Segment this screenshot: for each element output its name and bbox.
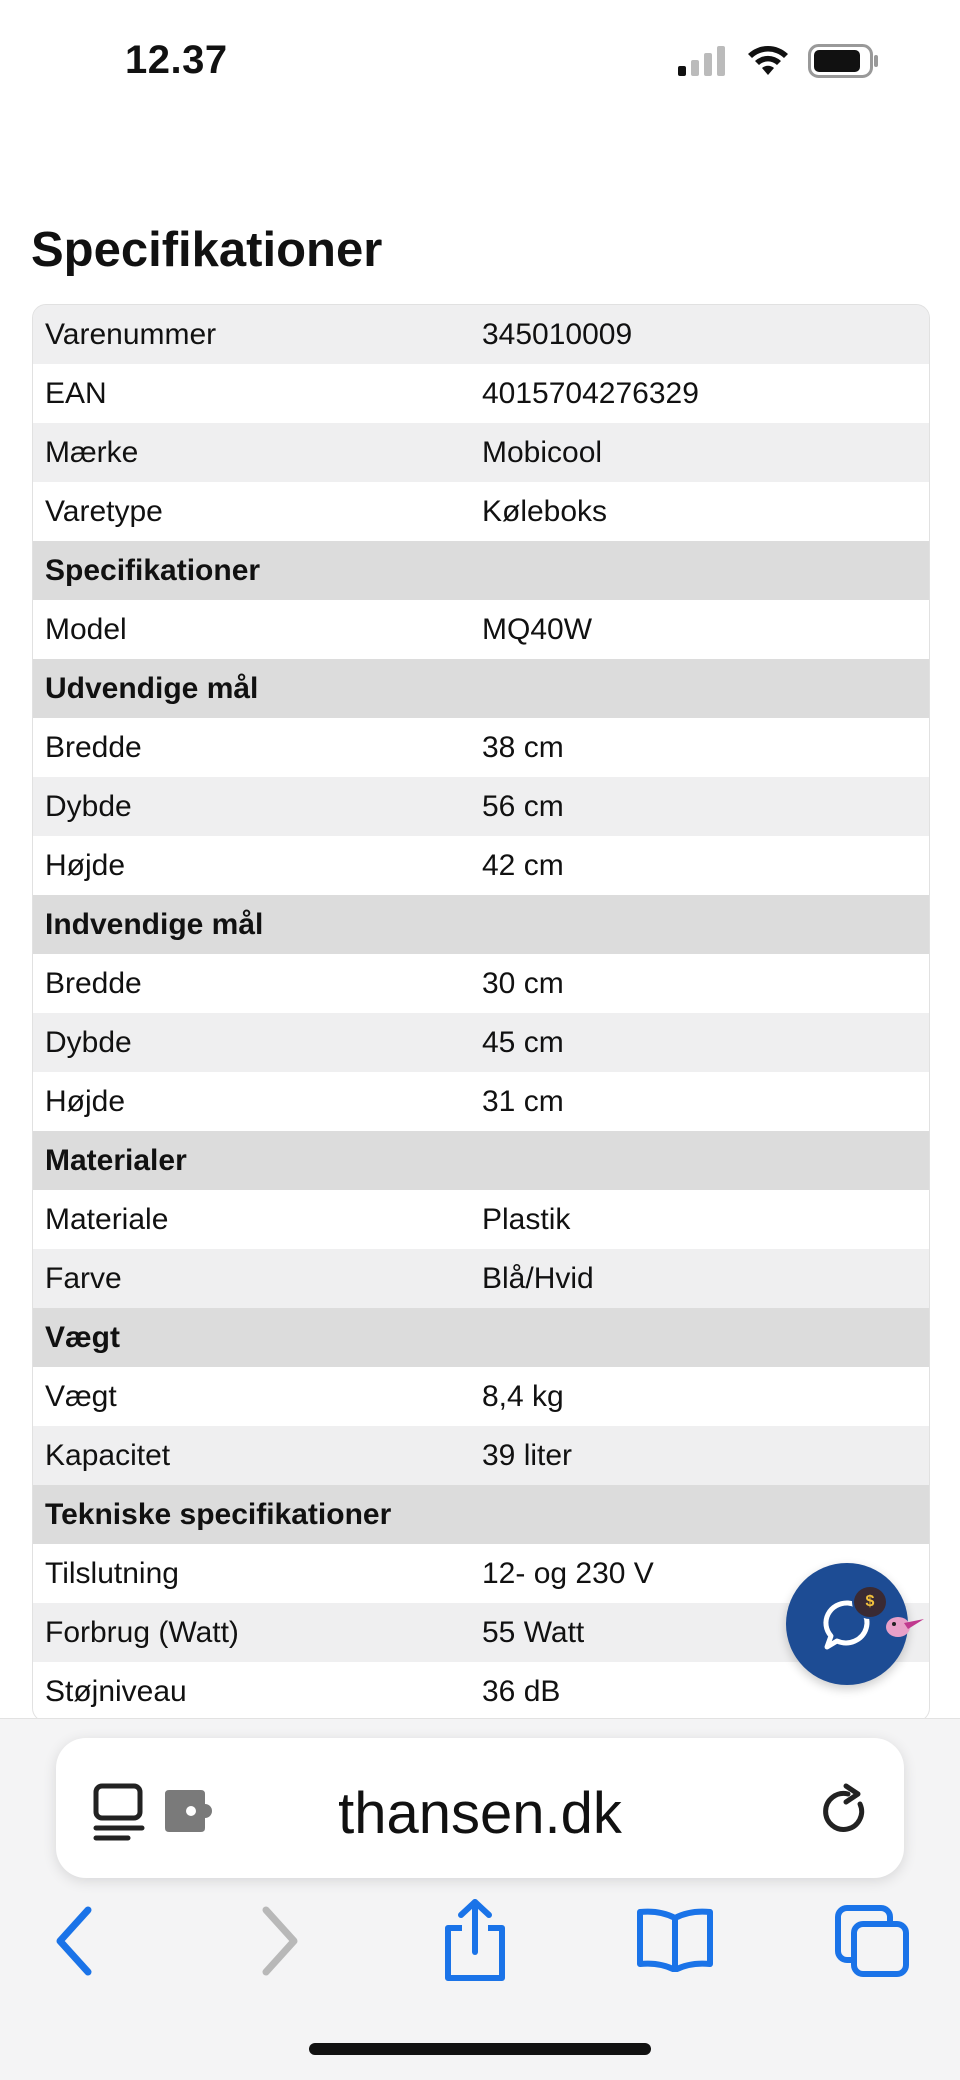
spec-key: Mærke xyxy=(45,435,139,469)
spec-key: Tilslutning xyxy=(45,1556,179,1590)
spec-key: Dybde xyxy=(45,1025,132,1059)
spec-value: 30 cm xyxy=(482,966,564,1000)
spec-table xyxy=(32,304,930,1722)
spec-key: Forbrug (Watt) xyxy=(45,1615,239,1649)
status-time: 12.37 xyxy=(125,38,228,82)
url-text[interactable]: thansen.dk xyxy=(338,1781,622,1846)
home-indicator xyxy=(309,2043,651,2055)
wifi-icon xyxy=(746,45,790,77)
tabs-icon[interactable] xyxy=(834,1904,910,1978)
spec-key: Kapacitet xyxy=(45,1438,171,1472)
spec-value: 56 cm xyxy=(482,789,564,823)
spec-row xyxy=(33,1367,929,1426)
spec-row xyxy=(33,364,929,423)
spec-value: 45 cm xyxy=(482,1025,564,1059)
spec-key: Højde xyxy=(45,848,126,882)
spec-section-title: Tekniske specifikationer xyxy=(45,1497,392,1531)
spec-row xyxy=(33,1072,929,1131)
status-bar xyxy=(0,0,960,130)
spec-value: 345010009 xyxy=(482,317,633,351)
spec-section-title: Specifikationer xyxy=(45,553,261,587)
spec-section-title: Udvendige mål xyxy=(45,671,259,705)
spec-section-header xyxy=(33,895,929,954)
spec-key: Varenummer xyxy=(45,317,217,351)
spec-row xyxy=(33,423,929,482)
spec-section-header xyxy=(33,1485,929,1544)
spec-section-title: Vægt xyxy=(45,1320,120,1354)
spec-value: Køleboks xyxy=(482,494,608,528)
spec-key: Model xyxy=(45,612,127,646)
spec-key: Bredde xyxy=(45,730,142,764)
spec-row xyxy=(33,1013,929,1072)
spec-row xyxy=(33,305,929,364)
spec-key: EAN xyxy=(45,376,107,410)
spec-key: Bredde xyxy=(45,966,142,1000)
spec-row xyxy=(33,1190,929,1249)
spec-value: Blå/Hvid xyxy=(482,1261,594,1295)
spec-value: 31 cm xyxy=(482,1084,564,1118)
spec-row xyxy=(33,777,929,836)
spec-value: 36 dB xyxy=(482,1674,561,1708)
reload-icon[interactable] xyxy=(818,1782,872,1838)
spec-key: Vægt xyxy=(45,1379,117,1413)
back-icon[interactable] xyxy=(52,1900,96,1982)
bird-icon xyxy=(884,1607,926,1647)
spec-row xyxy=(33,600,929,659)
spec-key: Dybde xyxy=(45,789,132,823)
spec-row xyxy=(33,1249,929,1308)
spec-key: Støjniveau xyxy=(45,1674,187,1708)
spec-section-title: Materialer xyxy=(45,1143,187,1177)
money-bag-badge: $ xyxy=(852,1585,888,1619)
spec-value: 55 Watt xyxy=(482,1615,585,1649)
battery-icon xyxy=(808,44,880,78)
spec-value: 4015704276329 xyxy=(482,376,699,410)
spec-row xyxy=(33,1426,929,1485)
chat-button[interactable] xyxy=(786,1563,908,1685)
status-icons xyxy=(678,44,880,78)
share-icon[interactable] xyxy=(442,1898,508,1984)
bookmarks-icon[interactable] xyxy=(636,1908,714,1972)
spec-value: MQ40W xyxy=(482,612,593,646)
spec-key: Varetype xyxy=(45,494,163,528)
spec-value: Plastik xyxy=(482,1202,571,1236)
spec-value: 39 liter xyxy=(482,1438,573,1472)
forward-icon[interactable] xyxy=(258,1900,302,1982)
cellular-signal-icon xyxy=(678,46,728,76)
spec-value: 8,4 kg xyxy=(482,1379,564,1413)
spec-section-title: Indvendige mål xyxy=(45,907,264,941)
spec-value: 42 cm xyxy=(482,848,564,882)
spec-row xyxy=(33,836,929,895)
spec-key: Farve xyxy=(45,1261,122,1295)
spec-section-header xyxy=(33,1131,929,1190)
spec-value: Mobicool xyxy=(482,435,603,469)
url-bar[interactable] xyxy=(56,1738,904,1878)
spec-section-header xyxy=(33,1308,929,1367)
spec-row xyxy=(33,954,929,1013)
spec-key: Materiale xyxy=(45,1202,169,1236)
spec-section-header xyxy=(33,541,929,600)
spec-section-header xyxy=(33,659,929,718)
spec-key: Højde xyxy=(45,1084,126,1118)
page-title: Specifikationer xyxy=(31,223,383,277)
spec-value: 12- og 230 V xyxy=(482,1556,654,1590)
spec-row xyxy=(33,482,929,541)
spec-value: 38 cm xyxy=(482,730,564,764)
spec-row xyxy=(33,1662,929,1721)
spec-row xyxy=(33,718,929,777)
